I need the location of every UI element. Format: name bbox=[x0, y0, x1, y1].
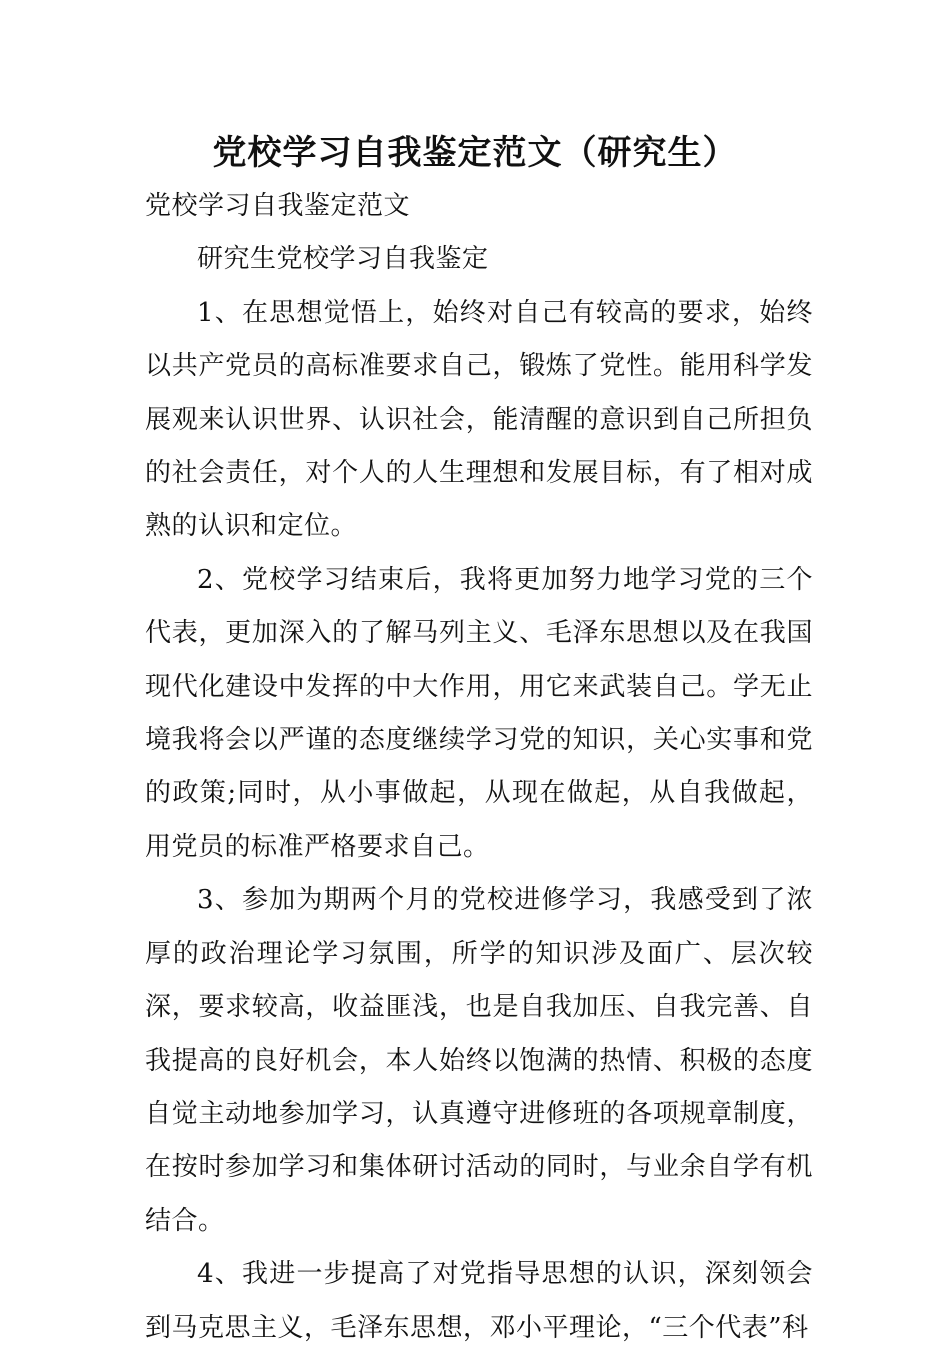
paragraph-2: 2、党校学习结束后，我将更加努力地学习党的三个代表，更加深入的了解马列主义、毛泽东思想以及在我国现代化建设中发挥的中大作用，用它来武装自己。学无止境我将会以严谨的态度继续学习党的知识，关心实事和党的政策;同时，从小事做起，从现在做起，从自我做起，用党员的标准严格要求自己。 bbox=[145, 564, 813, 862]
section-heading: 研究生党校学习自我鉴定 bbox=[197, 244, 489, 275]
document-title: 党校学习自我鉴定范文（研究生） bbox=[212, 133, 738, 173]
document-body bbox=[145, 180, 813, 1355]
paragraph-3: 3、参加为期两个月的党校进修学习，我感受到了浓厚的政治理论学习氛围，所学的知识涉及面广、层次较深，要求较高，收益匪浅，也是自我加压、自我完善、自我提高的良好机会，本人始终以饱满的热情、积极的态度自觉主动地参加学习，认真遵守进修班的各项规章制度，在按时参加学习和集体研讨活动的同时，与业余自学有机结合。 bbox=[145, 885, 813, 1236]
paragraph-1: 1、在思想觉悟上，始终对自己有较高的要求，始终以共产党员的高标准要求自己，锻炼了党性。能用科学发展观来认识世界、认识社会，能清醒的意识到自己所担负的社会责任，对个人的人生理想和发展目标，有了相对成熟的认识和定位。 bbox=[145, 297, 813, 542]
subtitle-line: 党校学习自我鉴定范文 bbox=[145, 191, 411, 221]
paragraph-4: 4、我进一步提高了对党指导思想的认识，深刻领会到马克思主义，毛泽东思想，邓小平理论，“三个代表”科 bbox=[145, 1259, 813, 1343]
